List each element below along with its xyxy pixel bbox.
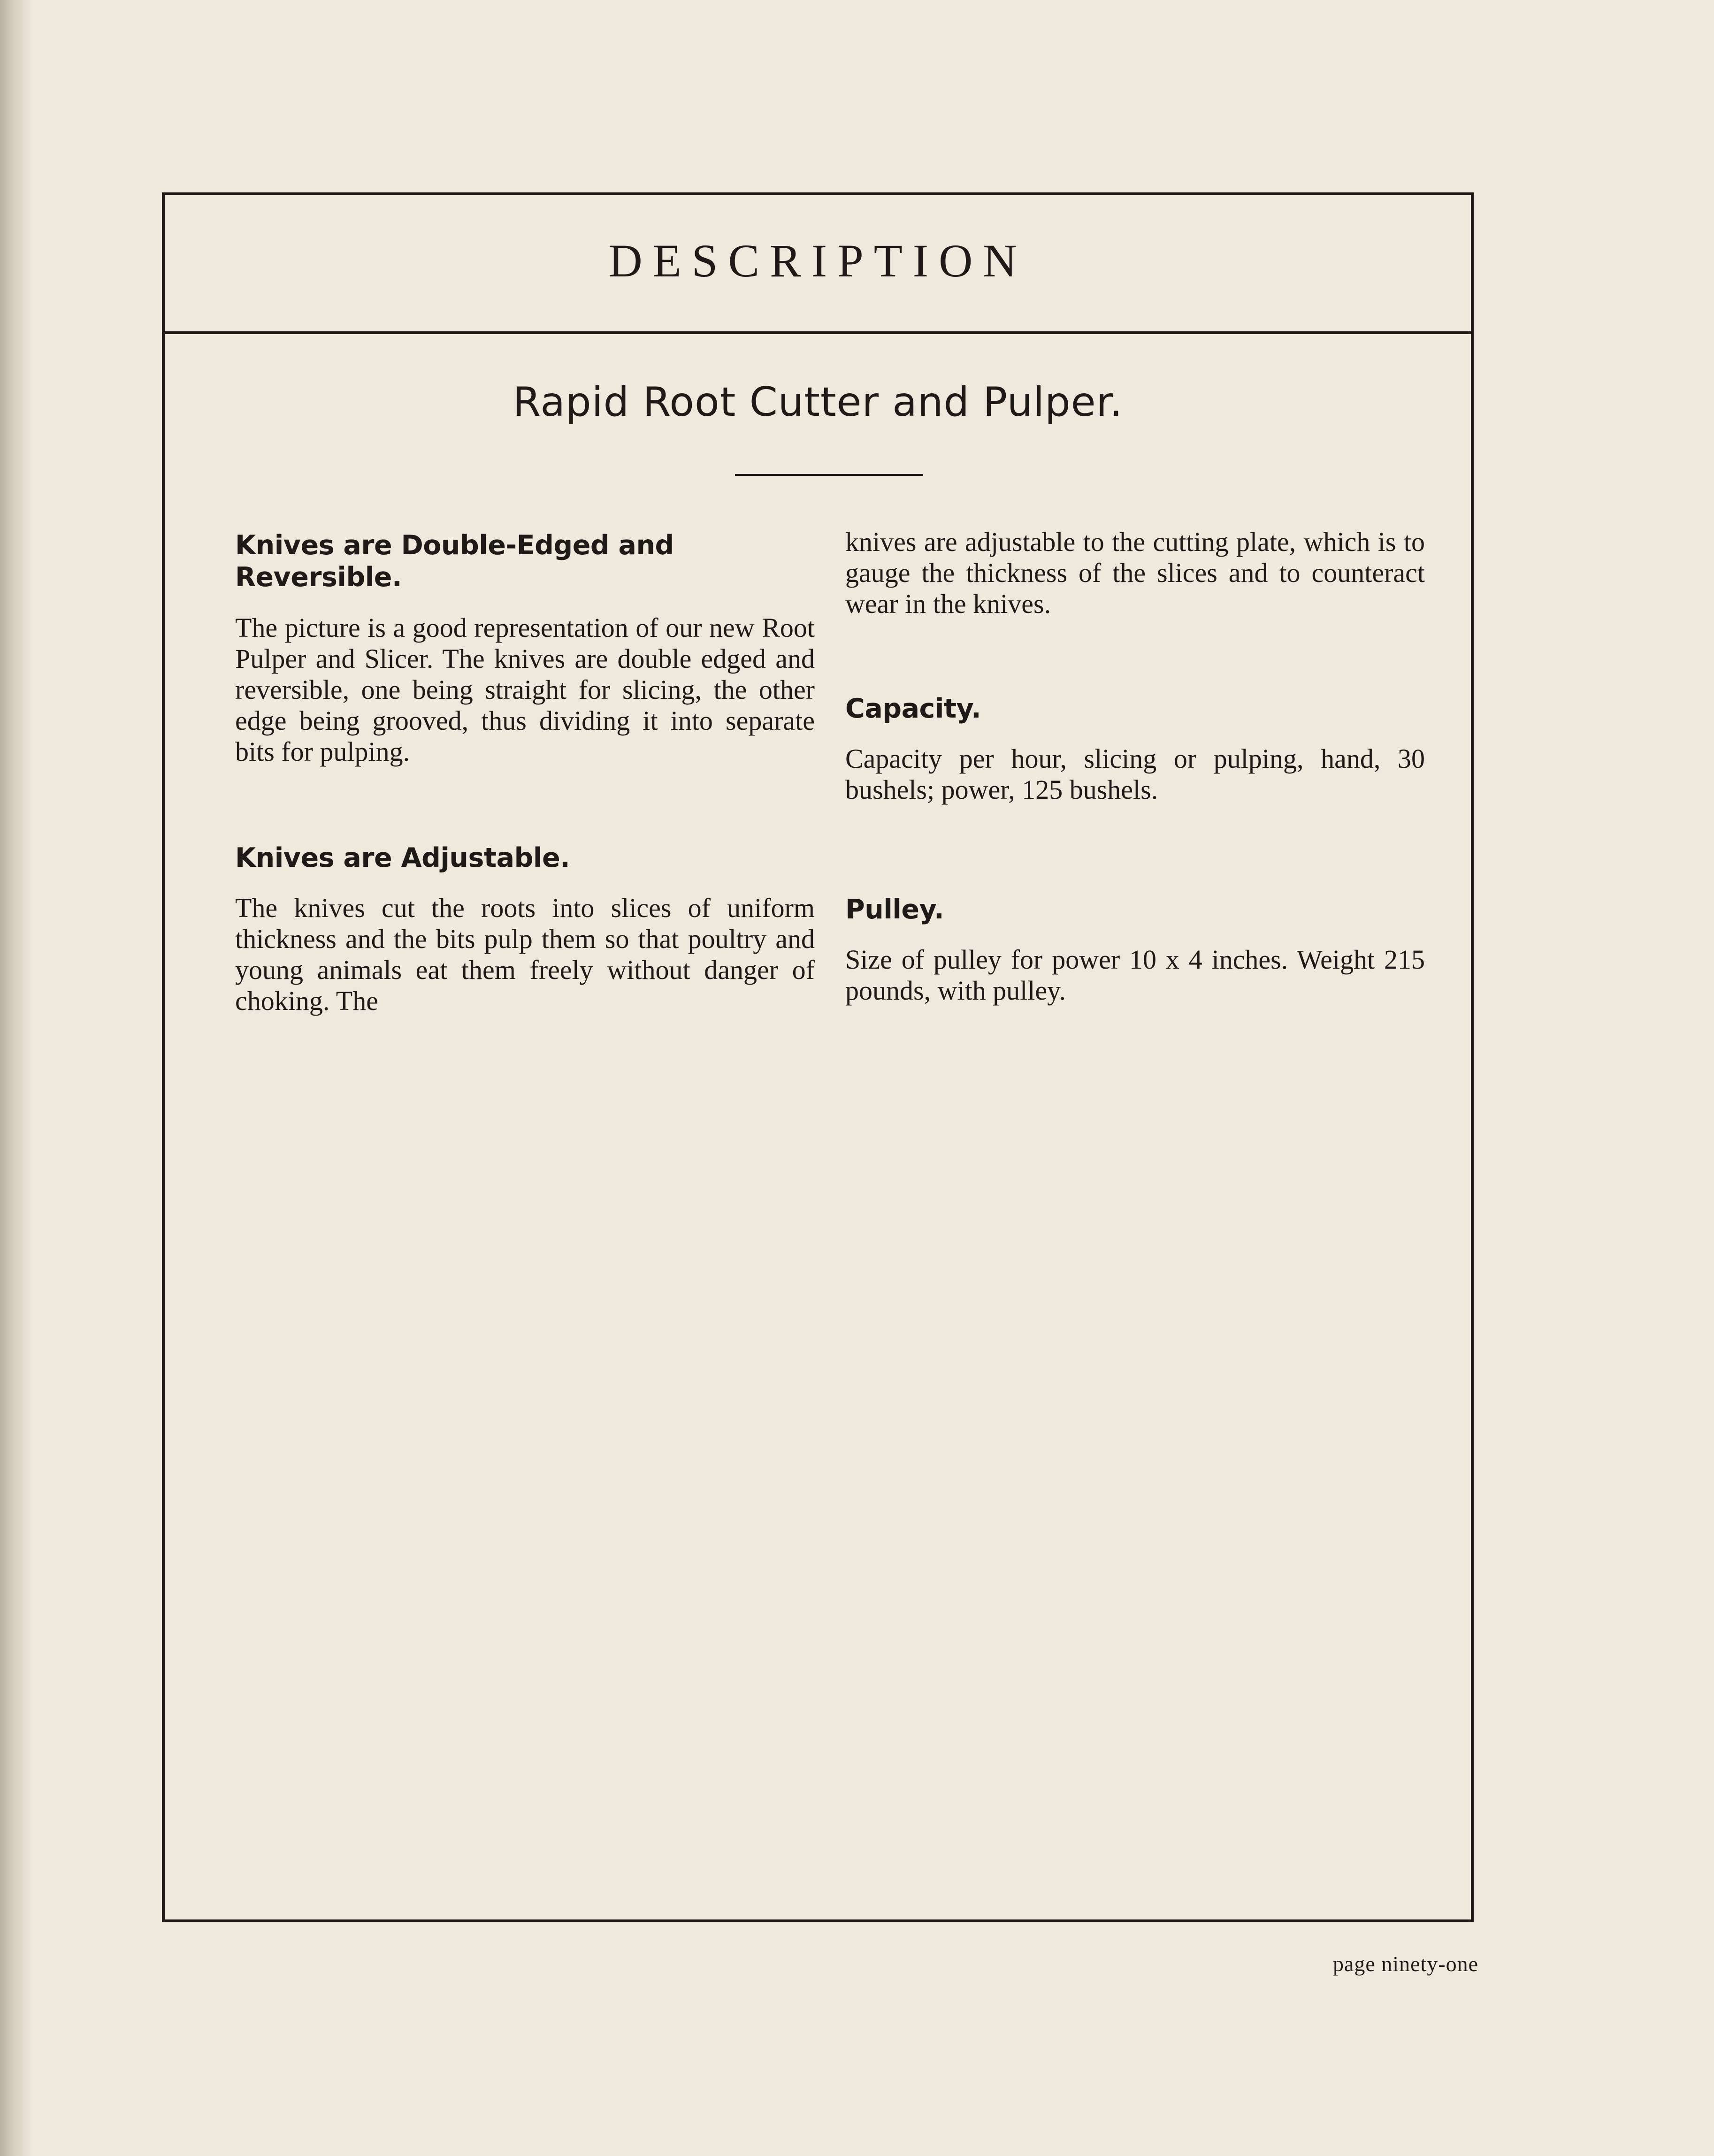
section-body: Size of pulley for power 10 x 4 inches. Weight 215 pounds, with pulley. <box>845 944 1425 1006</box>
description-frame <box>162 192 1474 1922</box>
continuation-text: knives are adjustable to the cutting plate, which is to gauge the thickness of the slices and to counteract wear in the knives. <box>845 527 1425 619</box>
section-capacity <box>845 693 1425 805</box>
section-heading: Knives are Double-Edged and Reversible. <box>235 530 674 593</box>
header-band <box>165 195 1471 334</box>
header-title: DESCRIPTION <box>608 235 1027 287</box>
section-body: The picture is a good representation of our new Root Pulper and Slicer. The knives are double edged and reversible, one being straight for slicing, the other edge being grooved, thus dividing it into separate bits for pulping. <box>235 612 815 767</box>
section-knives-double-edged <box>235 529 815 767</box>
page-edge-shadow <box>0 0 33 2156</box>
main-title: Rapid Root Cutter and Pulper. <box>513 379 1123 426</box>
title-divider <box>735 474 923 476</box>
section-body: Capacity per hour, slicing or pulping, hand, 30 bushels; power, 125 bushels. <box>845 743 1425 805</box>
section-pulley <box>845 894 1425 1006</box>
section-heading: Pulley. <box>845 894 944 925</box>
section-heading: Capacity. <box>845 693 981 724</box>
section-heading: Knives are Adjustable. <box>235 842 570 873</box>
section-knives-adjustable <box>235 842 815 1017</box>
section-body: The knives cut the roots into slices of uniform thickness and the bits pulp them so that poultry and young animals eat them freely without danger of choking. The <box>235 893 815 1017</box>
page-number: page ninety-one <box>1332 1952 1478 1976</box>
